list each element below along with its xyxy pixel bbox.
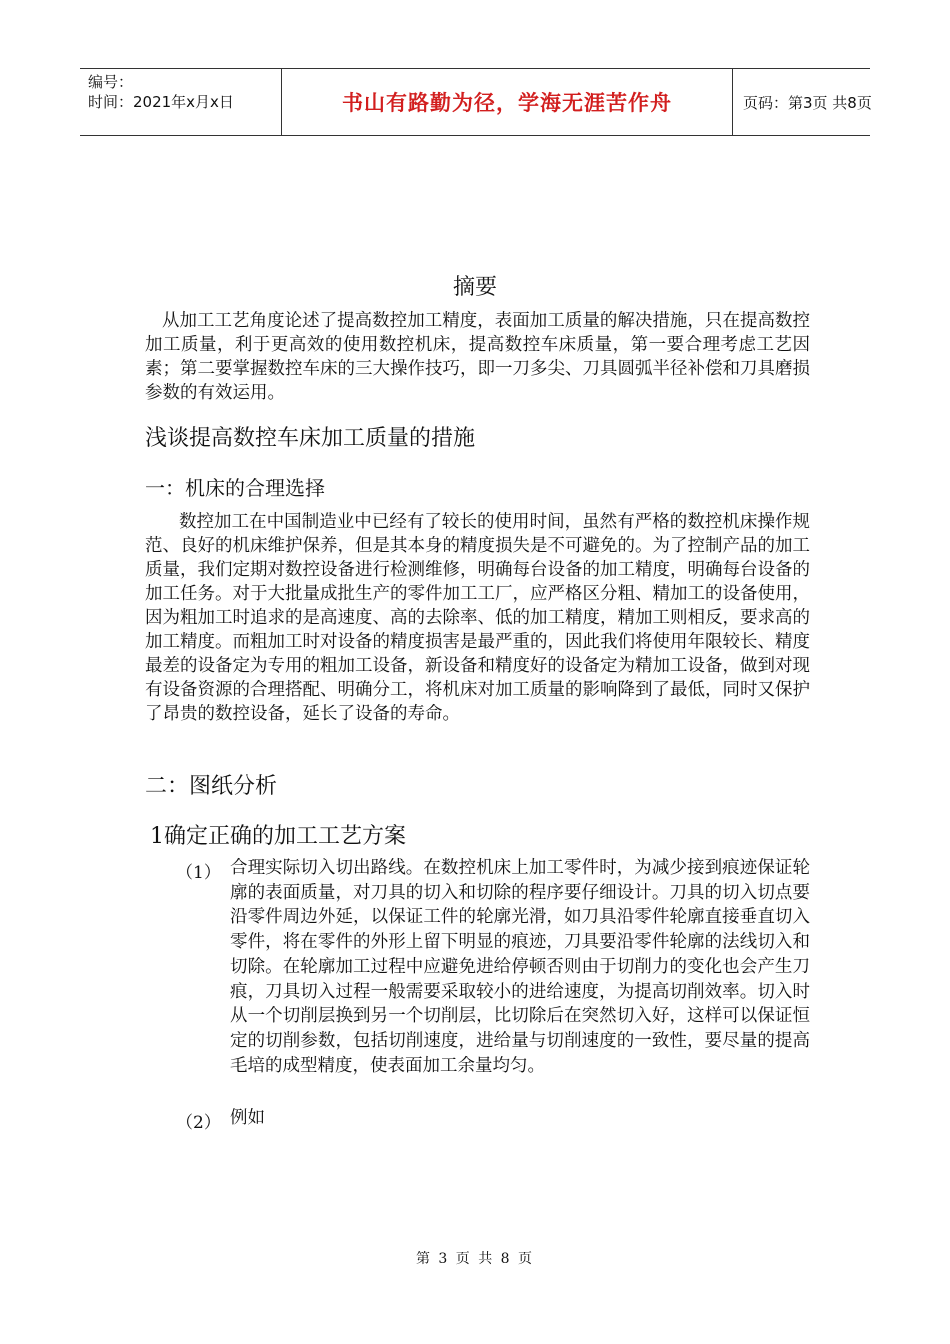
header-time-label: 时间：2021年x月x日 (88, 93, 234, 111)
article-title: 浅谈提高数控车床加工质量的措施 (145, 426, 476, 451)
header-page-info: 页码：第3页 共8页 (743, 93, 872, 112)
list-item-number: （1） (176, 863, 221, 883)
abstract-body: 从加工工艺角度论述了提高数控加工精度，表面加工质量的解决措施，只在提高数控加工质量，利于更高效的使用数控机床，提高数控车床质量，第一要合理考虑工艺因素；第二要掌握数控车床的三大操作技巧，即一刀多尖、刀具圆弧半径补偿和刀具磨损参数的有效运用。 (145, 311, 810, 403)
section1-heading: 一：机床的合理选择 (145, 476, 325, 500)
list-item-text: 合理实际切入切出路线。在数控机床上加工零件时，为减少接到痕迹保证轮廓的表面质量，对刀具的切入和切除的程序要仔细设计。刀具的切入切点要沿零件周边外延，以保证工件的轮廓光滑，如刀具沿零件轮廓直接垂直切入零件，将在零件的外形上留下明显的痕迹，刀具要沿零件轮廓的法线切入和切除。在轮廓加工过程中应避免进给停顿否则由于切削力的变化也会产生刀痕，刀具切入过程一般需要采取较小的进给速度，为提高切削效率。切入时从一个切削层换到另一个切削层，比切除后在突然切入好，这样可以保证恒定的切削参数，包括切削速度，进给量与切削速度的一致性，要尽量的提高毛培的成型精度，使表面加工余量均匀。 (230, 858, 810, 1076)
header-number-label: 编号： (88, 73, 134, 91)
page-footer: 第 3 页 共 8 页 (415, 1251, 535, 1267)
page-header (80, 68, 870, 136)
list-item-number: （2） (176, 1113, 221, 1133)
header-meta (80, 69, 282, 135)
section1-body: 数控加工在中国制造业中已经有了较长的使用时间，虽然有严格的数控机床操作规范、良好的机床维护保养，但是其本身的精度损失是不可避免的。为了控制产品的加工质量，我们定期对数控设备进行检测维修，明确每台设备的加工精度，明确每台设备的加工任务。对于大批量成批生产的零件加工工厂，应严格区分粗、精加工的设备使用，因为粗加工时追求的是高速度、高的去除率、低的加工精度，精加工则相反，要求高的加工精度。而粗加工时对设备的精度损害是最严重的，因此我们将使用年限较长、精度最差的设备定为专用的粗加工设备，新设备和精度好的设备定为精加工设备，做到对现有设备资源的合理搭配、明确分工，将机床对加工质量的影响降到了最低，同时又保护了昂贵的数控设备，延长了设备的寿命。 (145, 512, 810, 724)
abstract-title: 摘要 (452, 275, 497, 300)
section2-subheading: 1确定正确的加工工艺方案 (150, 824, 406, 849)
section2-heading: 二：图纸分析 (145, 774, 278, 799)
list-item-text: 例如 (230, 1108, 265, 1128)
header-motto: 书山有路勤为径，学海无涯苦作舟 (282, 69, 733, 135)
